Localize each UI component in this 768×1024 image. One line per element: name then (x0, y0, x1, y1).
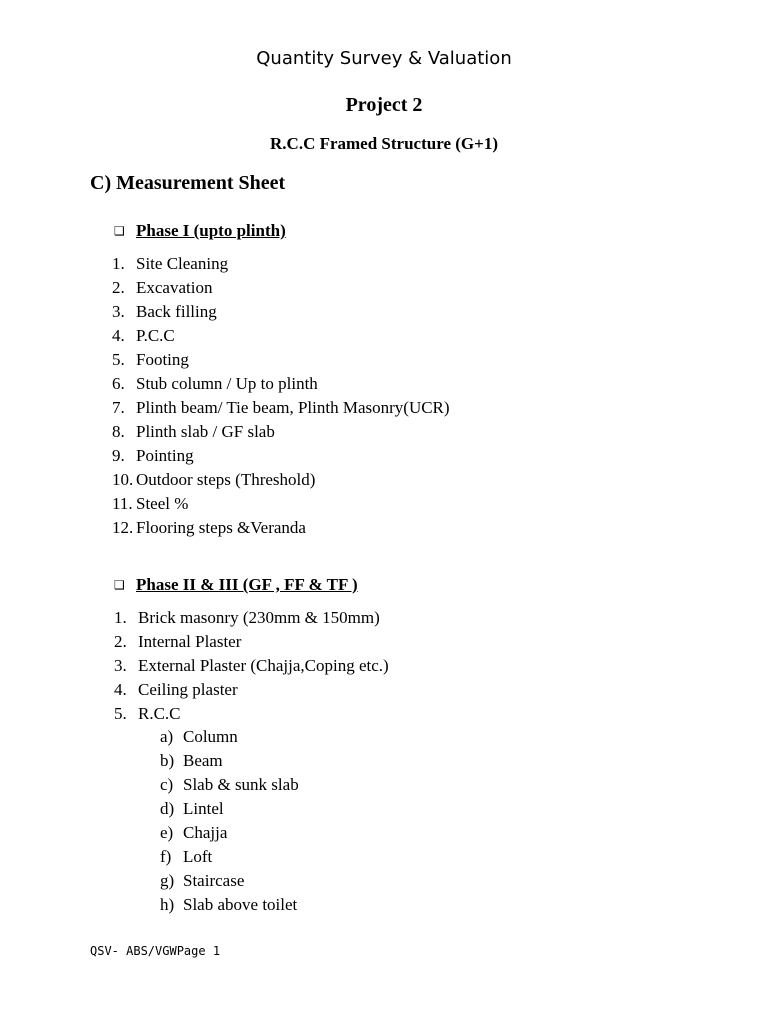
list-item: d) Lintel (160, 799, 224, 818)
list-item: c) Slab & sunk slab (160, 775, 299, 794)
list-item: 1. Brick masonry (230mm & 150mm) (114, 608, 380, 627)
list-item: 5. Footing (112, 350, 189, 369)
document-header-title: Quantity Survey & Valuation (256, 48, 512, 69)
list-item: 2. Internal Plaster (114, 632, 242, 651)
list-item: 8. Plinth slab / GF slab (112, 422, 275, 441)
list-item: 7. Plinth beam/ Tie beam, Plinth Masonry(UCR) (112, 398, 450, 417)
list-item: 3. Back filling (112, 302, 217, 321)
list-item: 5. R.C.C (114, 704, 181, 723)
list-item: e) Chajja (160, 823, 228, 842)
list-item: 4. Ceiling plaster (114, 680, 238, 699)
page-footer: QSV- ABS/VGWPage 1 (90, 944, 221, 958)
project-subtitle: R.C.C Framed Structure (G+1) (270, 134, 498, 153)
list-item: 4. P.C.C (112, 326, 175, 345)
phase-2-list (114, 607, 389, 727)
project-title: Project 2 (345, 94, 423, 116)
list-item: a) Column (160, 727, 238, 746)
rcc-sublist (160, 726, 299, 918)
phase-2-label: Phase II & III (GF , FF & TF ) (136, 575, 358, 594)
list-item: 6. Stub column / Up to plinth (112, 374, 318, 393)
list-item: g) Staircase (160, 871, 245, 890)
section-heading: C) Measurement Sheet (90, 172, 286, 194)
phase-1-heading (114, 220, 286, 242)
list-item: 11. Steel % (112, 494, 189, 513)
list-item: 3. External Plaster (Chajja,Coping etc.) (114, 656, 389, 675)
phase-1-list (112, 253, 450, 541)
phase-1-label: Phase I (upto plinth) (136, 221, 286, 240)
list-item: 2. Excavation (112, 278, 213, 297)
list-item: b) Beam (160, 751, 223, 770)
list-item: 1. Site Cleaning (112, 254, 229, 273)
checkbox-bullet-icon: ❑ (114, 224, 125, 238)
list-item: 9. Pointing (112, 446, 194, 465)
list-item: 12. Flooring steps &Veranda (112, 518, 306, 537)
list-item: h) Slab above toilet (160, 895, 298, 914)
phase-2-heading (114, 574, 358, 596)
list-item: f) Loft (160, 847, 213, 866)
list-item: 10. Outdoor steps (Threshold) (112, 470, 316, 489)
checkbox-bullet-icon: ❑ (114, 578, 125, 592)
